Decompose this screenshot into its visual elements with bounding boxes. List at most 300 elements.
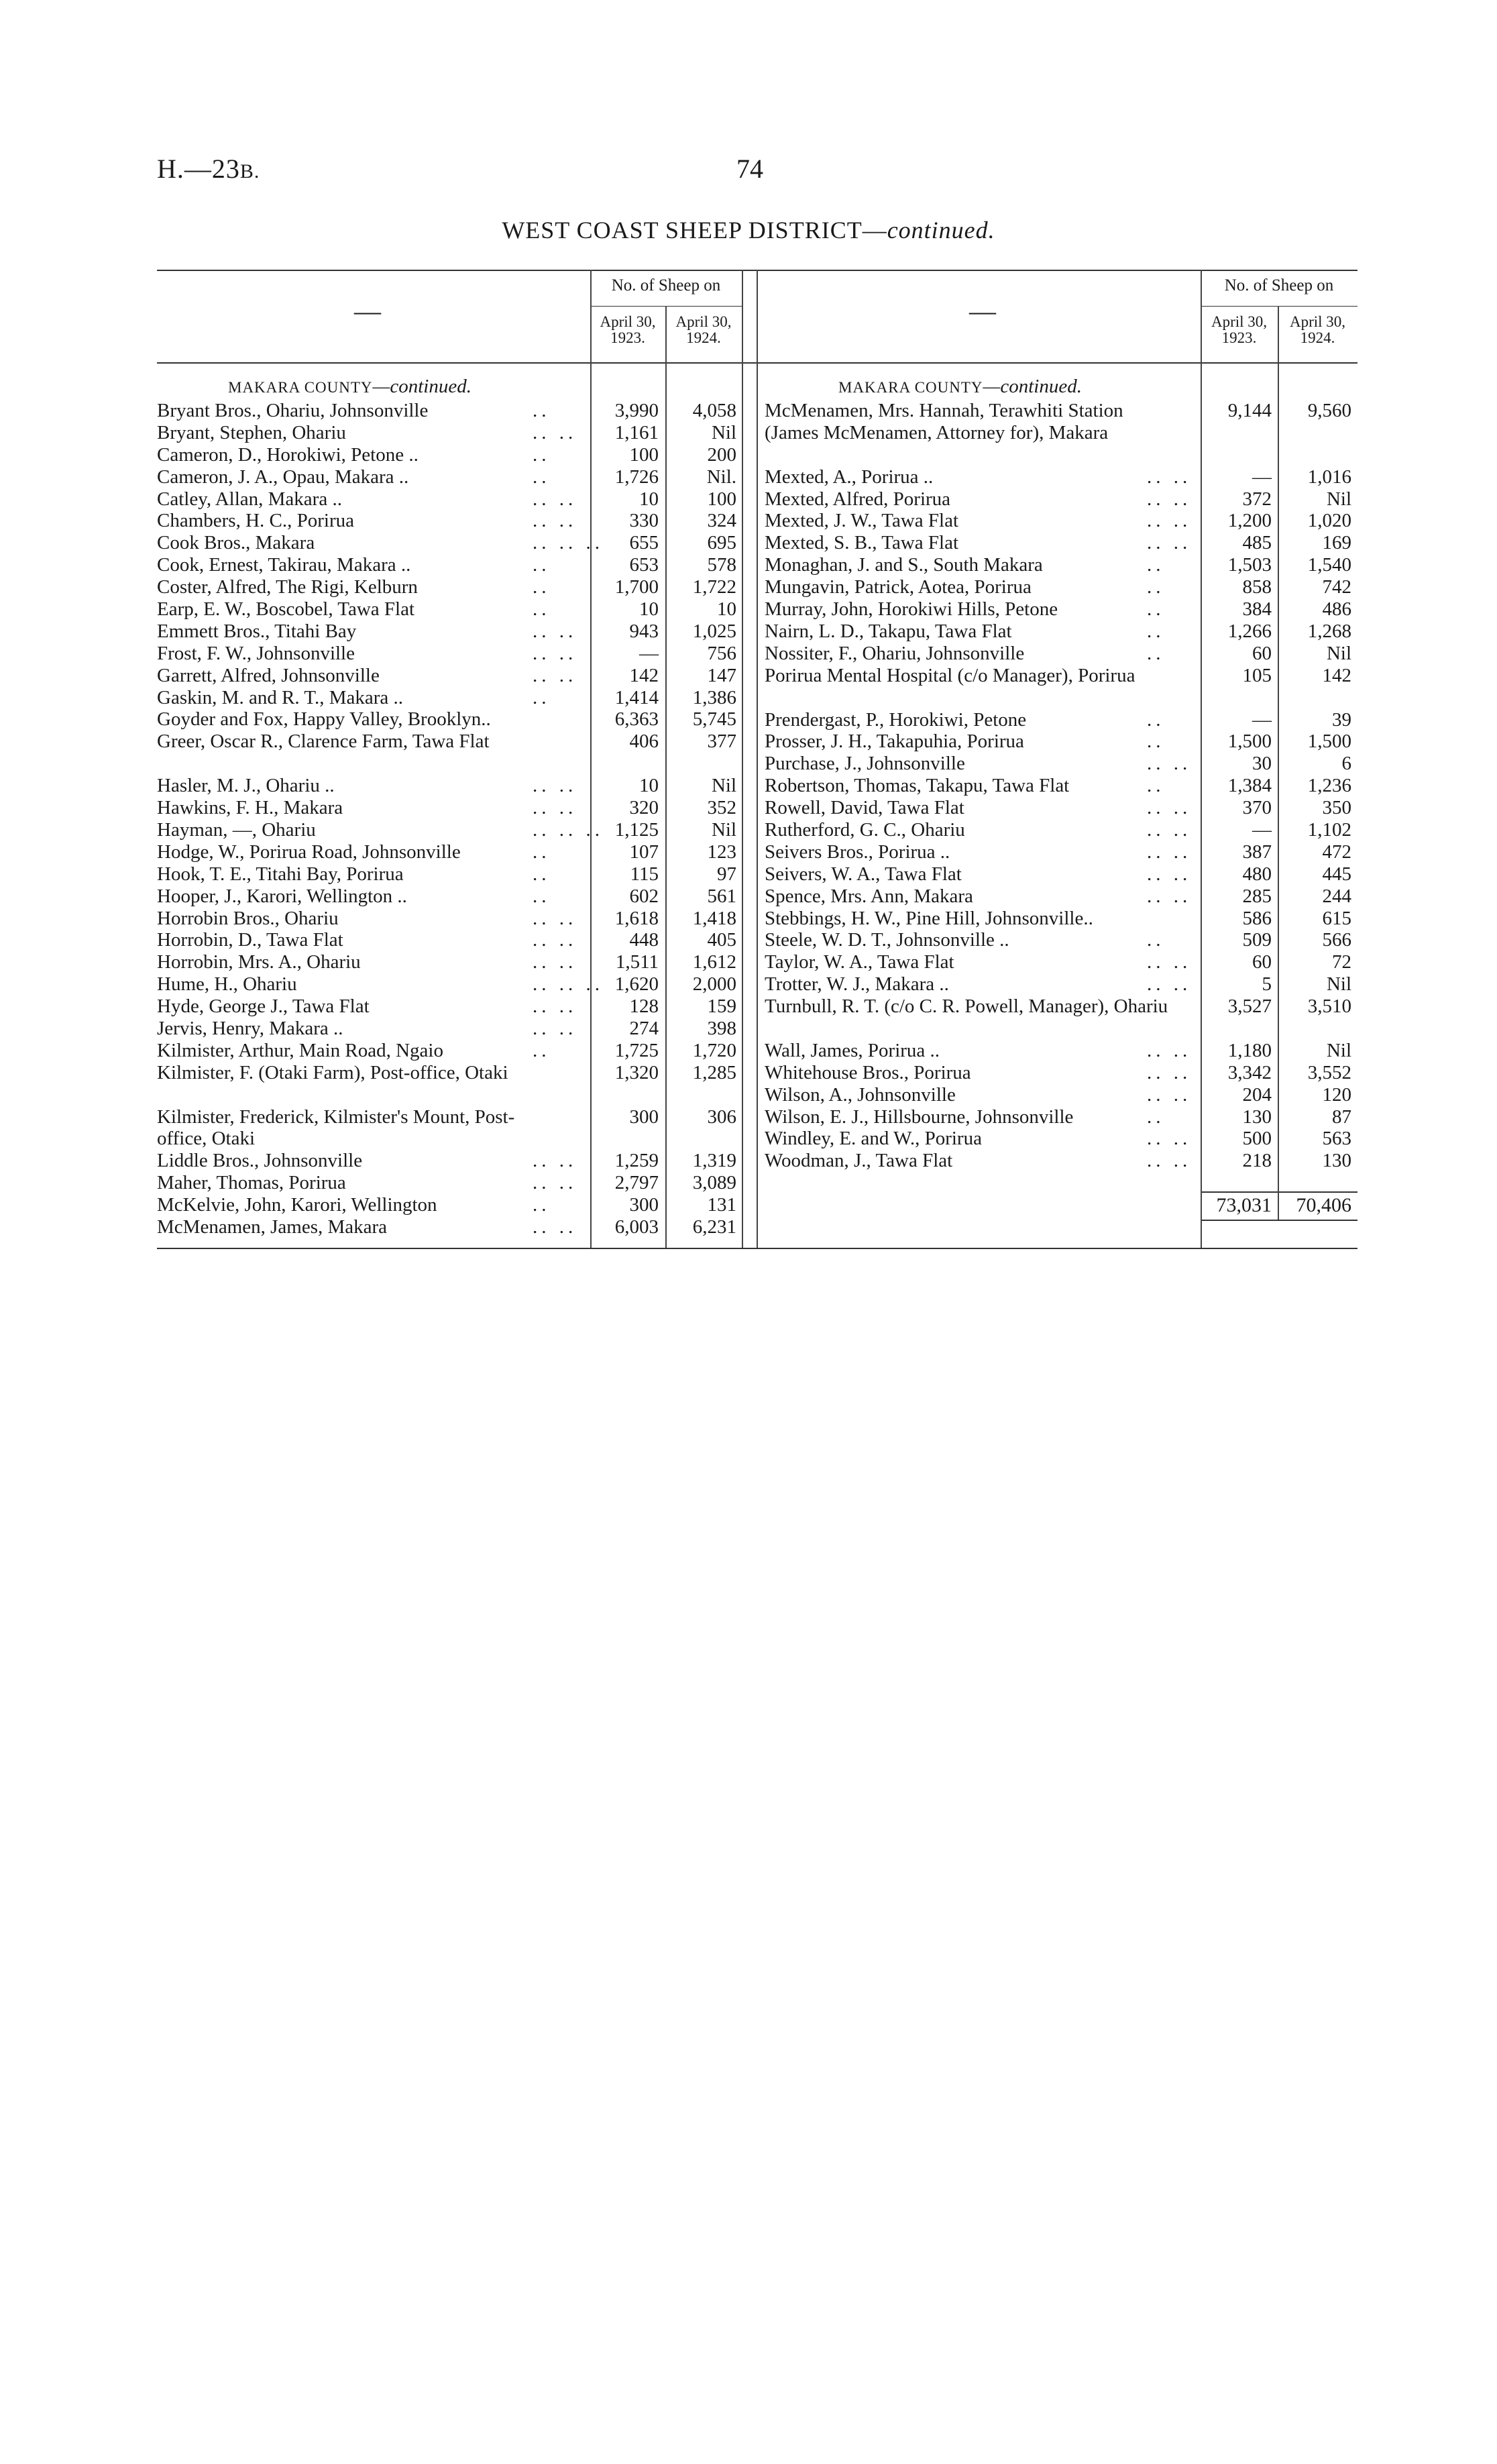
left-col-1924-header-line1: April 30, (675, 313, 732, 330)
page-title (0, 216, 1497, 244)
row-value-1923: 1,266 (1227, 620, 1272, 642)
row-value-1924: 405 (707, 929, 736, 951)
page-title-continued: continued. (887, 217, 995, 244)
row-value-1924: 615 (1322, 907, 1351, 929)
table-row (157, 731, 742, 775)
row-value-1924: 9,560 (1307, 400, 1351, 421)
table-row (765, 1106, 1357, 1128)
table-row (765, 929, 1357, 951)
table-row (157, 643, 742, 665)
row-name: Kilmister, Frederick, Kilmister's Mount, Post-office, Otaki (157, 1106, 515, 1150)
row-value-1923: 485 (1242, 532, 1272, 554)
row-value-1924: Nil. (706, 466, 736, 488)
row-leader-dots: .. .. (533, 1150, 577, 1172)
row-leader-dots: .. (1147, 554, 1165, 576)
row-value-1923: 602 (629, 885, 659, 907)
row-name: Prosser, J. H., Takapuhia, Porirua (765, 731, 1024, 753)
table-row (157, 863, 742, 886)
table-row (765, 1084, 1357, 1106)
row-value-1924: 2,000 (692, 973, 736, 996)
table-row (157, 1062, 742, 1106)
page-title-main: WEST COAST SHEEP DISTRICT— (502, 217, 887, 244)
row-value-1924: 120 (1322, 1083, 1351, 1106)
row-name: Mexted, A., Porirua .. (765, 466, 934, 488)
left-section-caps: MAKARA COUNTY (228, 379, 373, 396)
row-value-1923: — (1252, 708, 1272, 731)
row-leader-dots: .. .. (533, 1216, 577, 1238)
table-row (157, 687, 742, 709)
row-value-1923: 1,511 (615, 951, 659, 973)
row-value-1924: 1,500 (1307, 731, 1351, 753)
row-name: Mexted, J. W., Tawa Flat (765, 510, 959, 532)
row-leader-dots: .. (1147, 620, 1165, 642)
row-value-1923: — (1252, 466, 1272, 488)
row-value-1923: 60 (1252, 951, 1272, 973)
row-value-1924: 578 (707, 554, 736, 576)
row-value-1924: 72 (1332, 951, 1351, 973)
table-row (765, 466, 1357, 488)
row-name: Goyder and Fox, Happy Valley, Brooklyn.. (157, 708, 491, 731)
row-name: Kilmister, F. (Otaki Farm), Post-office, Otaki (157, 1061, 508, 1083)
row-leader-dots: .. .. (533, 907, 577, 929)
table-row (157, 576, 742, 598)
table-row (157, 775, 742, 797)
row-leader-dots: .. (1147, 708, 1165, 731)
row-leader-dots: .. .. (1147, 1039, 1192, 1061)
row-value-1924: 1,020 (1307, 510, 1351, 532)
row-name: Whitehouse Bros., Porirua (765, 1061, 971, 1083)
row-name: Hasler, M. J., Ohariu .. (157, 775, 335, 797)
row-value-1924: Nil (1326, 973, 1351, 996)
row-value-1924: 200 (707, 443, 736, 466)
table-row (157, 1018, 742, 1040)
row-value-1924: Nil (1326, 642, 1351, 664)
row-name: Cook, Ernest, Takirau, Makara .. (157, 554, 411, 576)
left-col-1924-header-line2: 1924. (686, 329, 721, 347)
table-row (157, 1194, 742, 1216)
row-value-1924: 1,540 (1307, 554, 1351, 576)
row-name: Cook Bros., Makara (157, 532, 315, 554)
row-value-1924: 6 (1341, 753, 1351, 775)
row-value-1924: 142 (1322, 664, 1351, 686)
row-value-1923: 653 (629, 554, 659, 576)
row-value-1924: 1,016 (1307, 466, 1351, 488)
row-leader-dots: .. .. (1147, 951, 1192, 973)
row-value-1924: 1,319 (692, 1150, 736, 1172)
row-leader-dots: .. .. (1147, 532, 1192, 554)
row-value-1924: 563 (1322, 1128, 1351, 1150)
row-value-1923: 858 (1242, 576, 1272, 598)
row-value-1923: 1,725 (614, 1039, 659, 1061)
row-value-1923: 586 (1242, 907, 1272, 929)
row-name: Garrett, Alfred, Johnsonville (157, 664, 380, 686)
row-name: Hodge, W., Porirua Road, Johnsonville (157, 841, 461, 863)
row-name: Trotter, W. J., Makara .. (765, 973, 949, 996)
row-leader-dots: .. (1147, 598, 1165, 621)
row-value-1924: 695 (707, 532, 736, 554)
row-value-1923: 105 (1242, 664, 1272, 686)
row-value-1923: 100 (629, 443, 659, 466)
right-col-1923-header-line1: April 30, (1211, 313, 1268, 330)
row-value-1923: 9,144 (1227, 400, 1272, 421)
row-leader-dots: .. .. (1147, 466, 1192, 488)
row-value-1923: 285 (1242, 885, 1272, 907)
row-name: Bryant Bros., Ohariu, Johnsonville (157, 400, 429, 421)
row-value-1923: 370 (1242, 797, 1272, 819)
row-value-1924: 472 (1322, 841, 1351, 863)
row-value-1924: 3,089 (692, 1172, 736, 1194)
row-leader-dots: .. (1147, 775, 1165, 797)
table-row (765, 598, 1357, 621)
row-leader-dots: .. .. (533, 1017, 577, 1039)
row-value-1924: 1,418 (692, 907, 736, 929)
row-leader-dots: .. .. (533, 488, 577, 510)
row-value-1923: 10 (639, 775, 659, 797)
table-row (765, 797, 1357, 819)
table-row (765, 951, 1357, 973)
row-value-1923: 30 (1252, 753, 1272, 775)
row-value-1924: 159 (707, 996, 736, 1018)
row-value-1923: 1,125 (614, 818, 659, 841)
row-value-1923: 142 (629, 664, 659, 686)
row-value-1924: 1,386 (692, 686, 736, 708)
row-value-1924: 100 (707, 488, 736, 510)
left-col-1923-header-line1: April 30, (600, 313, 656, 330)
table-row (765, 841, 1357, 863)
row-value-1924: 1,722 (692, 576, 736, 598)
row-value-1924: 97 (717, 863, 736, 885)
row-value-1923: 10 (639, 488, 659, 510)
row-name: Porirua Mental Hospital (c/o Manager), Porirua (765, 664, 1135, 686)
table-row (157, 951, 742, 973)
table-row (765, 532, 1357, 554)
table-row (157, 797, 742, 819)
table-row (157, 488, 742, 511)
row-name: McMenamen, Mrs. Hannah, Terawhiti Station (James McMenamen, Attorney for), Makara (765, 400, 1123, 443)
row-value-1924: 352 (707, 797, 736, 819)
row-value-1923: 300 (629, 1106, 659, 1128)
row-leader-dots: .. .. .. (533, 532, 604, 554)
row-name: McKelvie, John, Karori, Wellington (157, 1194, 437, 1216)
row-leader-dots: .. (1147, 576, 1165, 598)
row-value-1923: 1,414 (614, 686, 659, 708)
row-value-1923: 274 (629, 1017, 659, 1039)
row-name: Rowell, David, Tawa Flat (765, 797, 964, 819)
row-value-1923: 387 (1242, 841, 1272, 863)
row-value-1923: 1,503 (1227, 554, 1272, 576)
row-value-1923: 3,342 (1227, 1061, 1272, 1083)
row-value-1924: 1,268 (1307, 620, 1351, 642)
row-name: Hyde, George J., Tawa Flat (157, 996, 370, 1018)
table-row (157, 665, 742, 687)
row-leader-dots: .. .. (1147, 753, 1192, 775)
row-value-1924: 39 (1332, 708, 1351, 731)
row-value-1924: 561 (707, 885, 736, 907)
row-name: Horrobin Bros., Ohariu (157, 907, 339, 929)
left-table-rows (157, 400, 742, 1238)
right-total-rule-bottom (1201, 1220, 1357, 1221)
row-name: Wilson, E. J., Hillsbourne, Johnsonville (765, 1106, 1074, 1128)
right-subheader-rule (1201, 306, 1357, 307)
row-value-1924: 5,745 (692, 708, 736, 731)
table-row (765, 819, 1357, 841)
row-value-1923: 1,500 (1227, 731, 1272, 753)
row-value-1924: 756 (707, 642, 736, 664)
row-leader-dots: .. .. (1147, 863, 1192, 885)
row-name: Mexted, S. B., Tawa Flat (765, 532, 959, 554)
table-row (157, 510, 742, 532)
row-name: Hume, H., Ohariu (157, 973, 297, 996)
left-section-heading (228, 376, 472, 398)
row-value-1924: Nil (1326, 488, 1351, 510)
table-row (765, 510, 1357, 532)
left-col-1923-header (590, 314, 665, 346)
row-name: Seivers, W. A., Tawa Flat (765, 863, 962, 885)
row-leader-dots: .. (1147, 929, 1165, 951)
row-value-1923: 3,990 (614, 400, 659, 421)
right-col-1924-header (1278, 314, 1357, 346)
row-value-1923: 943 (629, 620, 659, 642)
table-row (157, 532, 742, 554)
row-value-1924: 445 (1322, 863, 1351, 885)
table-row (765, 400, 1357, 466)
row-name: Earp, E. W., Boscobel, Tawa Flat (157, 598, 415, 621)
row-value-1923: 406 (629, 731, 659, 753)
row-leader-dots: .. (533, 466, 551, 488)
table-row (765, 863, 1357, 886)
row-name: Stebbings, H. W., Pine Hill, Johnsonville.. (765, 907, 1093, 929)
row-value-1923: 372 (1242, 488, 1272, 510)
report-code-prefix: H.—23 (157, 154, 240, 184)
row-leader-dots: .. (533, 863, 551, 885)
row-name: Cameron, J. A., Opau, Makara .. (157, 466, 409, 488)
row-name: Windley, E. and W., Porirua (765, 1128, 982, 1150)
row-value-1924: 1,285 (692, 1061, 736, 1083)
row-name: Catley, Allan, Makara .. (157, 488, 342, 510)
report-code-suffix: B. (239, 160, 260, 182)
row-value-1923: 500 (1242, 1128, 1272, 1150)
row-value-1924: 306 (707, 1106, 736, 1128)
row-leader-dots: .. .. (533, 929, 577, 951)
row-value-1923: 218 (1242, 1150, 1272, 1172)
row-leader-dots: .. (533, 400, 551, 421)
table-row (157, 1150, 742, 1172)
row-name: Liddle Bros., Johnsonville (157, 1150, 363, 1172)
table-row (157, 1106, 742, 1150)
row-name: Greer, Oscar R., Clarence Farm, Tawa Flat (157, 731, 490, 753)
row-value-1924: 398 (707, 1017, 736, 1039)
row-value-1924: 87 (1332, 1106, 1351, 1128)
row-leader-dots: .. .. (533, 996, 577, 1018)
total-1924: 70,406 (1296, 1194, 1351, 1216)
left-col3-line (742, 270, 743, 1248)
row-name: Maher, Thomas, Porirua (157, 1172, 346, 1194)
row-value-1923: 1,700 (614, 576, 659, 598)
table-row (765, 709, 1357, 731)
total-1923: 73,031 (1216, 1194, 1272, 1216)
row-name: Mungavin, Patrick, Aotea, Porirua (765, 576, 1032, 598)
row-value-1924: 123 (707, 841, 736, 863)
table-row (157, 621, 742, 643)
row-leader-dots: .. .. (1147, 1061, 1192, 1083)
row-value-1923: 6,003 (614, 1216, 659, 1238)
row-value-1923: 3,527 (1227, 996, 1272, 1018)
left-group-header: No. of Sheep on (611, 276, 721, 294)
row-value-1924: 566 (1322, 929, 1351, 951)
table-row (157, 466, 742, 488)
table-row (157, 908, 742, 930)
row-value-1924: 130 (1322, 1150, 1351, 1172)
row-value-1923: 60 (1252, 642, 1272, 664)
row-leader-dots: .. .. (533, 642, 577, 664)
row-leader-dots: .. (533, 686, 551, 708)
row-value-1923: 1,726 (614, 466, 659, 488)
table-row (765, 1150, 1357, 1172)
row-leader-dots: .. .. .. (533, 973, 604, 996)
left-col-1923-header-line2: 1923. (610, 329, 645, 347)
row-leader-dots: .. .. (1147, 1150, 1192, 1172)
row-leader-dots: .. .. (533, 664, 577, 686)
row-leader-dots: .. (1147, 731, 1165, 753)
page-number: 74 (736, 154, 763, 184)
row-value-1924: 1,025 (692, 620, 736, 642)
table-row (157, 929, 742, 951)
table-bottom-rule (157, 1248, 1357, 1249)
row-value-1923: 130 (1242, 1106, 1272, 1128)
row-value-1924: 1,102 (1307, 818, 1351, 841)
row-value-1923: 300 (629, 1194, 659, 1216)
row-leader-dots: .. .. (1147, 973, 1192, 996)
row-leader-dots: .. (533, 841, 551, 863)
row-name: Taylor, W. A., Tawa Flat (765, 951, 954, 973)
row-name: Chambers, H. C., Porirua (157, 510, 354, 532)
table-row (765, 576, 1357, 598)
table-row (157, 400, 742, 422)
row-leader-dots: .. .. (1147, 488, 1192, 510)
right-section-heading (838, 376, 1082, 398)
table-row (765, 973, 1357, 996)
row-value-1924: 4,058 (692, 400, 736, 421)
table-row (157, 422, 742, 444)
row-value-1923: 1,200 (1227, 510, 1272, 532)
row-name: Horrobin, D., Tawa Flat (157, 929, 343, 951)
table-row (157, 841, 742, 863)
table-row (765, 488, 1357, 511)
row-leader-dots: .. (533, 443, 551, 466)
row-name: Steele, W. D. T., Johnsonville .. (765, 929, 1009, 951)
row-name: Bryant, Stephen, Ohariu (157, 421, 346, 443)
right-col-1924-header-line1: April 30, (1289, 313, 1346, 330)
row-leader-dots: .. (533, 576, 551, 598)
row-value-1924: 486 (1322, 598, 1351, 621)
row-value-1923: 448 (629, 929, 659, 951)
row-name: Spence, Mrs. Ann, Makara (765, 885, 973, 907)
row-value-1924: 742 (1322, 576, 1351, 598)
row-value-1923: 5 (1262, 973, 1272, 996)
left-name-column-header: — (354, 296, 381, 326)
row-leader-dots: .. (533, 1194, 551, 1216)
right-table-rows (765, 400, 1357, 1172)
row-value-1924: Nil (1326, 1039, 1351, 1061)
row-name: Hayman, —, Ohariu (157, 818, 316, 841)
row-value-1923: — (639, 642, 659, 664)
left-section-continued: —continued. (372, 376, 472, 397)
table-row (765, 775, 1357, 797)
row-leader-dots: .. .. (533, 951, 577, 973)
row-value-1924: 169 (1322, 532, 1351, 554)
table-row (157, 996, 742, 1018)
table-row (157, 819, 742, 841)
row-name: Hook, T. E., Titahi Bay, Porirua (157, 863, 404, 885)
row-name: Kilmister, Arthur, Main Road, Ngaio (157, 1039, 443, 1061)
center-divider-line (757, 270, 758, 1248)
row-value-1923: 115 (630, 863, 659, 885)
row-value-1924: 3,552 (1307, 1061, 1351, 1083)
row-value-1924: 244 (1322, 885, 1351, 907)
row-leader-dots: .. .. (1147, 841, 1192, 863)
row-value-1924: 1,236 (1307, 775, 1351, 797)
row-value-1924: 377 (707, 731, 736, 753)
table-row (765, 996, 1357, 1040)
row-value-1924: 147 (707, 664, 736, 686)
right-col-1923-header-line2: 1923. (1221, 329, 1257, 347)
row-value-1923: 330 (629, 510, 659, 532)
row-value-1923: 320 (629, 797, 659, 819)
row-value-1923: 1,618 (614, 907, 659, 929)
row-value-1924: 3,510 (1307, 996, 1351, 1018)
right-total-rule-top (1201, 1191, 1357, 1193)
table-row (765, 908, 1357, 930)
row-value-1923: 204 (1242, 1083, 1272, 1106)
right-col-1924-header-line2: 1924. (1300, 329, 1335, 347)
table-row (157, 1172, 742, 1194)
table-row (157, 1216, 742, 1238)
row-name: Woodman, J., Tawa Flat (765, 1150, 953, 1172)
row-value-1924: 1,612 (692, 951, 736, 973)
row-leader-dots: .. .. (533, 620, 577, 642)
row-value-1924: 1,720 (692, 1039, 736, 1061)
row-name: Nairn, L. D., Takapu, Tawa Flat (765, 620, 1012, 642)
row-name: Prendergast, P., Horokiwi, Petone (765, 708, 1027, 731)
row-name: Gaskin, M. and R. T., Makara .. (157, 686, 404, 708)
row-name: Turnbull, R. T. (c/o C. R. Powell, Manager), Ohariu (765, 996, 1168, 1018)
row-name: Monaghan, J. and S., South Makara (765, 554, 1043, 576)
row-leader-dots: .. .. (533, 421, 577, 443)
row-leader-dots: .. .. (533, 775, 577, 797)
row-value-1924: Nil (711, 421, 736, 443)
row-value-1924: Nil (711, 775, 736, 797)
table-row (765, 621, 1357, 643)
right-section-continued: —continued. (983, 376, 1082, 397)
row-name: Rutherford, G. C., Ohariu (765, 818, 965, 841)
row-name: Cameron, D., Horokiwi, Petone .. (157, 443, 419, 466)
row-value-1923: — (1252, 818, 1272, 841)
table-row (765, 1062, 1357, 1084)
row-name: Jervis, Henry, Makara .. (157, 1017, 343, 1039)
row-value-1923: 1,161 (614, 421, 659, 443)
table-row (765, 554, 1357, 576)
row-value-1924: 6,231 (692, 1216, 736, 1238)
row-value-1923: 1,620 (614, 973, 659, 996)
row-name: Frost, F. W., Johnsonville (157, 642, 355, 664)
row-leader-dots: .. .. (533, 1172, 577, 1194)
row-leader-dots: .. (533, 885, 551, 907)
row-leader-dots: .. .. (1147, 797, 1192, 819)
row-leader-dots: .. (533, 1039, 551, 1061)
row-value-1923: 384 (1242, 598, 1272, 621)
row-value-1924: 350 (1322, 797, 1351, 819)
row-name: Nossiter, F., Ohariu, Johnsonville (765, 642, 1025, 664)
